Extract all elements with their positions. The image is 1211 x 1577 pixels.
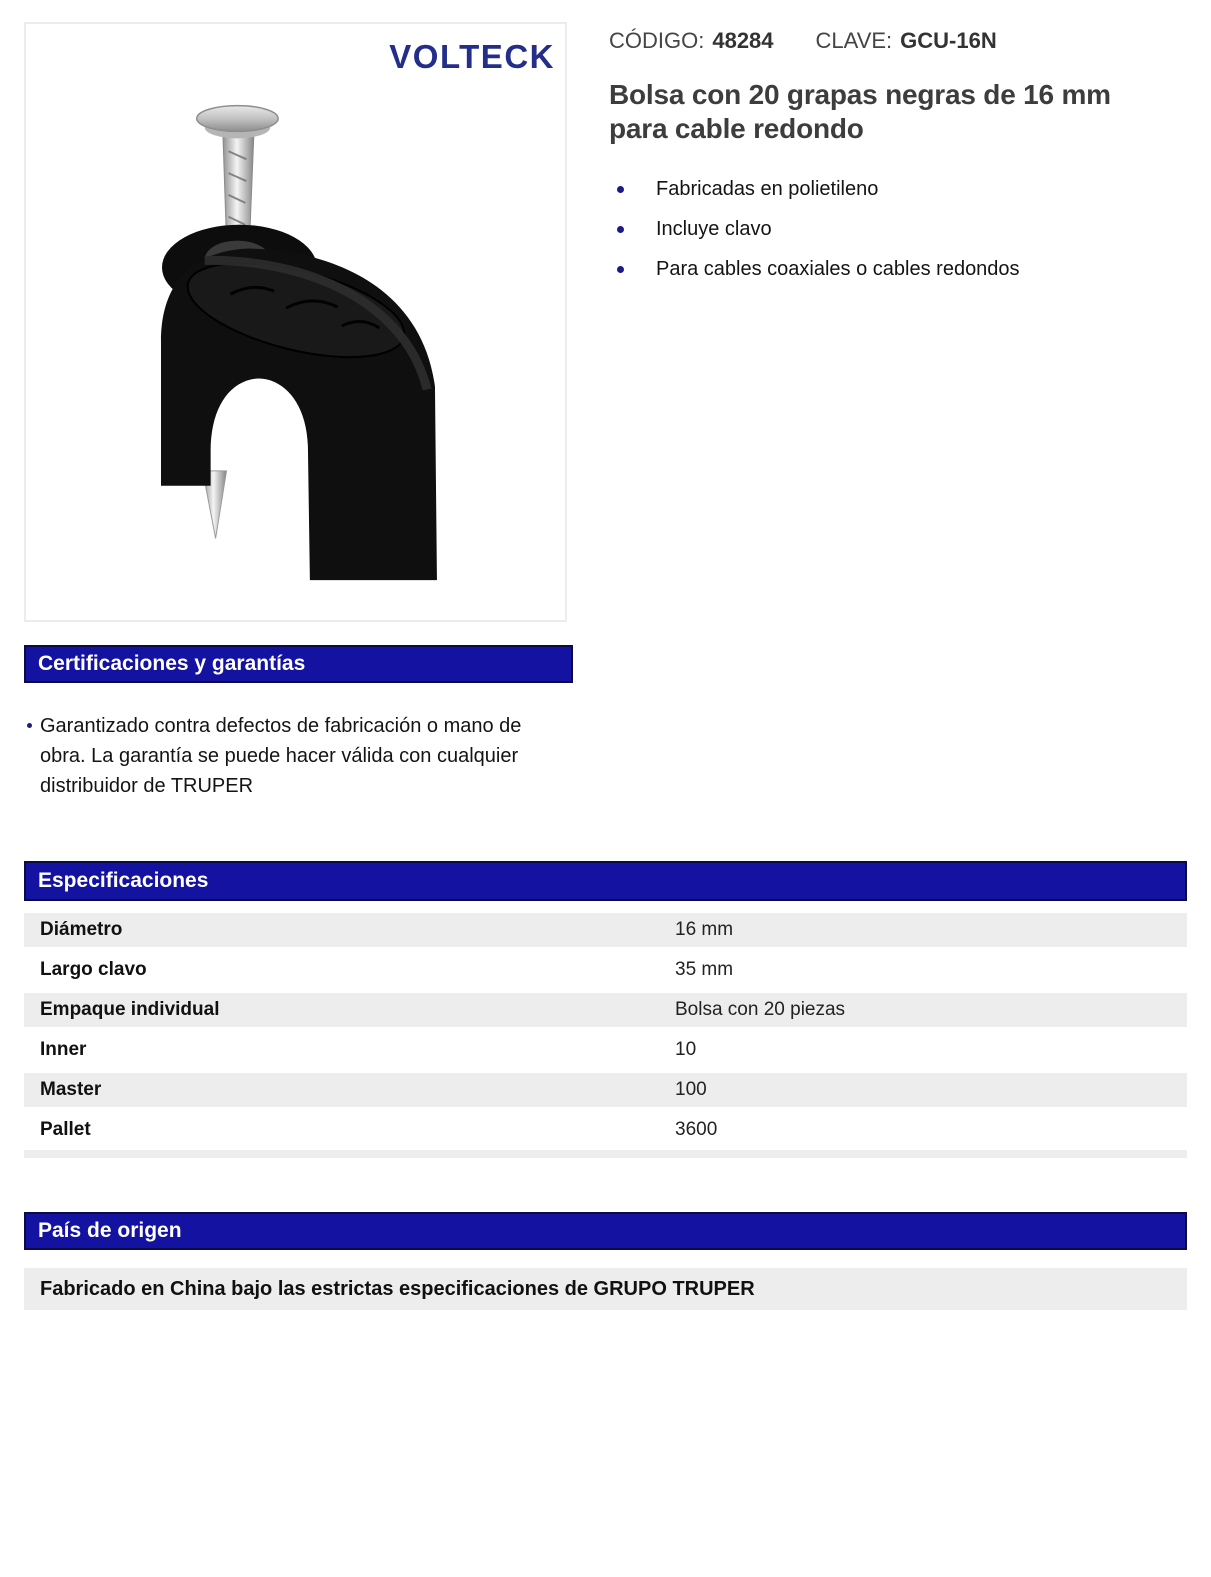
top-section xyxy=(24,0,1187,622)
certification-item xyxy=(24,711,524,801)
feature-item xyxy=(609,258,1169,281)
feature-text: Para cables coaxiales o cables redondos xyxy=(656,258,1020,280)
bullet-icon xyxy=(617,226,624,233)
feature-text: Fabricadas en polietileno xyxy=(656,178,879,200)
spec-value: 16 mm xyxy=(675,919,734,940)
spec-label: Diámetro xyxy=(40,919,123,940)
bullet-icon xyxy=(617,266,624,273)
specifications-heading-text: Especificaciones xyxy=(38,869,209,892)
clave-value: GCU-16N xyxy=(900,28,997,53)
spec-label: Master xyxy=(40,1079,102,1100)
feature-item xyxy=(609,178,1169,201)
spec-label: Empaque individual xyxy=(40,999,220,1020)
code-line xyxy=(609,28,1169,54)
certifications-heading-text: Certificaciones y garantías xyxy=(38,652,306,675)
page-content xyxy=(24,0,1187,1310)
nail-head xyxy=(197,106,278,132)
product-photo-cable-clip-with-nail xyxy=(26,24,565,620)
table-row xyxy=(24,910,1187,950)
product-info xyxy=(609,22,1169,622)
table-row xyxy=(24,1070,1187,1110)
volteck-logo: VOLTECK xyxy=(389,38,555,75)
table-tail-stripe xyxy=(24,1150,1187,1158)
origin-row xyxy=(24,1268,1187,1310)
spec-value: 35 mm xyxy=(675,959,734,980)
clave-label: CLAVE: xyxy=(815,28,893,53)
spec-value: Bolsa con 20 piezas xyxy=(675,999,846,1020)
codigo-value: 48284 xyxy=(712,28,774,53)
origin-heading-text: País de origen xyxy=(38,1219,182,1242)
origin-heading xyxy=(24,1212,1187,1250)
table-row xyxy=(24,1030,1187,1070)
spec-value: 10 xyxy=(675,1039,697,1060)
product-image-box xyxy=(24,22,567,622)
product-title: Bolsa con 20 grapas negras de 16 mm para cable redondo xyxy=(609,79,1111,144)
spec-value: 3600 xyxy=(675,1119,718,1140)
feature-list xyxy=(609,178,1169,281)
codigo-label: CÓDIGO: xyxy=(609,28,705,53)
certifications-heading xyxy=(24,645,573,683)
spec-value: 100 xyxy=(675,1079,707,1100)
table-row xyxy=(24,990,1187,1030)
specifications-heading xyxy=(24,861,1187,901)
feature-item xyxy=(609,218,1169,241)
certification-text: Garantizado contra defectos de fabricación o mano de obra. La garantía se puede hacer válida con cualquier distribuidor de TRUPER xyxy=(40,715,522,797)
table-row xyxy=(24,1110,1187,1150)
origin-text: Fabricado en China bajo las estrictas especificaciones de GRUPO TRUPER xyxy=(40,1277,755,1300)
feature-text: Incluye clavo xyxy=(656,218,772,240)
spec-label: Pallet xyxy=(40,1119,91,1140)
spec-label: Largo clavo xyxy=(40,959,147,980)
specifications-table xyxy=(24,910,1187,1158)
spec-label: Inner xyxy=(40,1039,87,1060)
bullet-icon xyxy=(27,723,32,728)
table-row xyxy=(24,950,1187,990)
bullet-icon xyxy=(617,186,624,193)
